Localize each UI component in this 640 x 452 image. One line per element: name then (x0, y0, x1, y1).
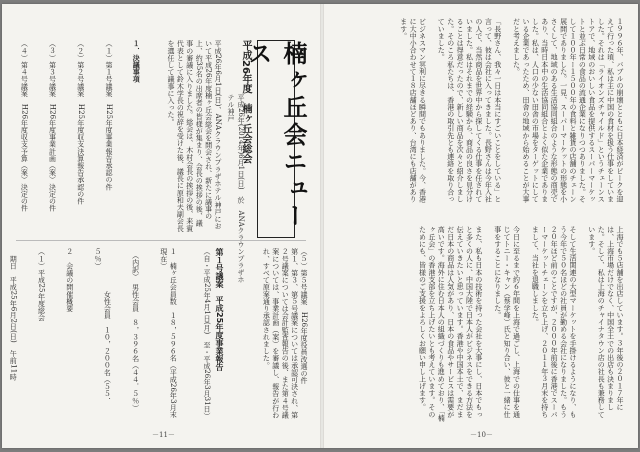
agenda-section (20, 40, 160, 232)
agenda-item: （４）第４号議案 H26年度収支予算（案）決定の件 (20, 40, 29, 212)
motions-text: （５）第５号議案 H26年度役員改選の件 第１、第３、第５号議案については承認可決され、第２号議案については会計監査報告の後、また第４号議案については、事業計画（案）を審議し、報告が行われ、すべて原案通り承認されました。 (262, 248, 308, 419)
page-number-right: －10－ (470, 431, 493, 439)
meeting-heading: 平成26年度 楠ヶ丘会総会 (240, 40, 251, 164)
report-item: （内訳） 男性会員 ８，３９６名（４４．５％） (131, 248, 140, 412)
report-item: ２ 会議の開催概要 (65, 248, 74, 312)
report-item: （１）平成25年度総会 (37, 248, 46, 322)
report-period: （自・平成25年4月1日(月) 至・平成26年3月31日） (203, 248, 211, 420)
report-item: 期日 平成25年6月2日(日) 午前11時 (9, 248, 18, 381)
page-number-left: －11－ (152, 431, 175, 439)
report-item: 女性会員 １０，２００名（５５．５％） (93, 248, 112, 405)
essay-top-block: １９９６年、バブルの崩壊とともに日本経済がピークを迎えて行った頃、私は主に中国の食材を扱う仕事をしていました。それは「ライオンズチャイルド」というチェーンストアで、地域のおいしい食品を提供するスーパーマーケットと並ぶ日常の食品の流通企業になりつつありました。そして１００年ー１５００年の食料と雑貨の店舗のチェーン展開でありました。一見、スーパーマーケットの形態を小さくして、地域のある生活協同組合のような形態の商売であり、当時日本中の生活協同組合とよく似た企業でありました。私は、人口の少ない田舎の市場をターゲットにしている企業であったため、田舎の地域から始めることが大事だと考えました。 「長野さん、我々一日は本当にすごいことをしている」と言って、彼は会社に入ってきました。長野さんは今年入社の人で、当然商品を世界中から探してくる仕事を任されていました。私はそれまでの経験から、商品の良さを見分けることは得意だったので、新しい商品を次々と紹介しました。そのころ私たちは、香港の取引先とも連絡を取り合っていました。 ビジネスマン冥利に尽きる瞬間でもありました。今、香港に大中小合わせて１８店舗ほどあり、台湾にも店舗があります。 (399, 18, 624, 203)
agenda-heading: １．決議事項 (132, 40, 142, 83)
document-spread (2, 4, 638, 448)
report-items (9, 248, 196, 420)
meeting-subtitle: 平成26年(2014年)6月1日(日) 於 ANAクラウンプラザホテル神戸 (227, 94, 245, 283)
report-heading: 第１号議案 平成25年度事業報告 (215, 248, 224, 372)
meeting-intro: 平成26年6月1日(日)、ANAクラウンプラザホテル神戸において平成26年度楠ヶ丘会総会を開会され、新たに議事の上、約35名の出席者の皆様が集まり、会長の挨拶の後、議事の審議に入りました。総会は、木村会長の挨拶の後、来賓代表として鈴木学長の祝辞を受けた後、議長に原和夫副会長を選任して議事に入った。 (166, 40, 222, 232)
section-divider (16, 240, 306, 241)
agenda-item: （３）第３号議案 H26年度事業計画（案）決定の件 (48, 40, 57, 212)
right-page (324, 4, 638, 448)
agenda-item: （２）第２号議案 H25年度収支決算報告承認の件 (76, 40, 85, 205)
essay-bottom-block: 上海でも５店舗を出店しています。３年後の２０１７年には、上海市場だけでなく、中国全土での出店も決まりました。そして、私は上海のチャイナタウン店の社長も兼務しています。 そして生活関連の大型マーケットを手掛けるようになり、もう今年で５０名ほどの社員が勤める会社になりました。もう２０年ほど前のことですが、２０００年前後に香港でスーパーマーケットチェーンを立ち上げ、２０１１年３月末を持ちまして、当社を退職しました。 今日に至るまで約６年間を上海で過ごし、上海での仕事を通じてトニー・キャン（蔡学峰）氏と知り合い、彼と一緒に仕事をすることになりました。 また、私も日本の技術を持った会社を大事にし、日本でもっと多くの人に、中国大陸で日本人がビジネスをできる方法を伝えていきたいと思っています。香港や中国本土で、まだまだ日本の商品は人気があり、日本の食品やサービスは需要が高いです。海外に住む日本人の組織づくりも進めており、「楠ヶ丘会」の香港支部を立ち上げたいとも考えています。そのためにも、皆様のご支援をよろしくお願い申し上げます。 (418, 226, 624, 422)
left-page (2, 4, 320, 448)
agenda-item: （１）第１号議案 H25年度事業報告承認の件 (104, 40, 113, 191)
report-item: １ 楠ヶ丘会員数 １８，５９６名（平成26年3月末現在） (159, 248, 178, 418)
newsletter-title: 楠ヶ丘会ニュース (244, 41, 307, 230)
